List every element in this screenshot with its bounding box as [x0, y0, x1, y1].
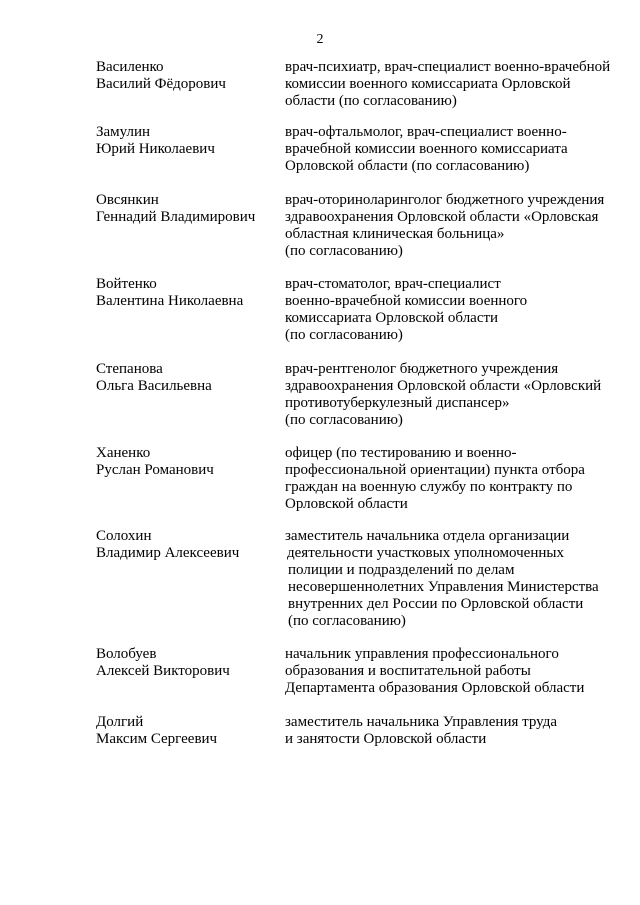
member-surname: Солохин: [96, 528, 152, 544]
role-line: врачебной комиссии военного комиссариата: [285, 141, 568, 157]
member-surname: Степанова: [96, 361, 163, 377]
member-role: [285, 528, 625, 630]
role-line: (по согласованию): [285, 412, 403, 428]
member-name: [96, 276, 276, 310]
role-line: Департамента образования Орловской области: [285, 680, 585, 696]
role-line: граждан на военную службу по контракту по: [285, 479, 573, 495]
member-surname: Ханенко: [96, 445, 151, 461]
member-given-name: Руслан Романович: [96, 462, 214, 478]
member-name: [96, 714, 276, 748]
role-line: комиссариата Орловской области: [285, 310, 499, 326]
role-line: областная клиническая больница»: [285, 226, 505, 242]
member-given-name: Алексей Викторович: [96, 663, 230, 679]
role-line: начальник управления профессионального: [285, 646, 559, 662]
member-name: [96, 192, 276, 226]
role-line: образования и воспитательной работы: [285, 663, 531, 679]
role-line: комиссии военного комиссариата Орловской: [285, 76, 571, 92]
role-line: несовершеннолетних Управления Министерства: [288, 579, 599, 595]
role-line: врач-офтальмолог, врач-специалист военно-: [285, 124, 567, 140]
member-role: [285, 192, 625, 260]
role-line: и занятости Орловской области: [285, 731, 487, 747]
member-surname: Овсянкин: [96, 192, 159, 208]
member-surname: Волобуев: [96, 646, 157, 662]
member-name: [96, 59, 276, 93]
member-given-name: Юрий Николаевич: [96, 141, 215, 157]
role-line: офицер (по тестированию и военно-: [285, 445, 517, 461]
member-given-name: Владимир Алексеевич: [96, 545, 240, 561]
role-line: здравоохранения Орловской области «Орловский: [285, 378, 602, 394]
role-line: противотуберкулезный диспансер»: [285, 395, 510, 411]
member-name: [96, 361, 276, 395]
role-line: врач-рентгенолог бюджетного учреждения: [285, 361, 559, 377]
member-name: [96, 445, 276, 479]
role-line: здравоохранения Орловской области «Орловская: [285, 209, 599, 225]
role-line: Орловской области: [285, 496, 408, 512]
role-line: внутренних дел России по Орловской области: [288, 596, 584, 612]
role-line: полиции и подразделений по делам: [288, 562, 515, 578]
role-line: заместитель начальника отдела организации: [285, 528, 570, 544]
role-line: (по согласованию): [288, 613, 406, 629]
member-role: [285, 361, 625, 429]
member-role: [285, 124, 625, 175]
member-surname: Долгий: [96, 714, 144, 730]
member-name: [96, 528, 276, 562]
member-surname: Замулин: [96, 124, 151, 140]
member-role: [285, 59, 625, 110]
role-line: Орловской области (по согласованию): [285, 158, 530, 174]
member-given-name: Геннадий Владимирович: [96, 209, 256, 225]
member-surname: Василенко: [96, 59, 164, 75]
member-given-name: Ольга Васильевна: [96, 378, 212, 394]
role-line: профессиональной ориентации) пункта отбора: [285, 462, 585, 478]
role-line: области (по согласованию): [285, 93, 457, 109]
role-line: военно-врачебной комиссии военного: [285, 293, 528, 309]
role-line: врач-стоматолог, врач-специалист: [285, 276, 501, 292]
role-line: (по согласованию): [285, 327, 403, 343]
member-given-name: Максим Сергеевич: [96, 731, 218, 747]
member-role: [285, 445, 625, 513]
member-name: [96, 646, 276, 680]
member-given-name: Василий Фёдорович: [96, 76, 226, 92]
page-number: 2: [316, 32, 324, 47]
member-given-name: Валентина Николаевна: [96, 293, 244, 309]
member-name: [96, 124, 276, 158]
role-line: врач-оториноларинголог бюджетного учреждения: [285, 192, 605, 208]
role-line: деятельности участковых уполномоченных: [287, 545, 564, 561]
member-role: [285, 646, 625, 697]
member-role: [285, 276, 625, 344]
role-line: заместитель начальника Управления труда: [285, 714, 558, 730]
member-surname: Войтенко: [96, 276, 157, 292]
role-line: (по согласованию): [285, 243, 403, 259]
role-line: врач-психиатр, врач-специалист военно-врачебной: [285, 59, 611, 75]
member-role: [285, 714, 625, 748]
